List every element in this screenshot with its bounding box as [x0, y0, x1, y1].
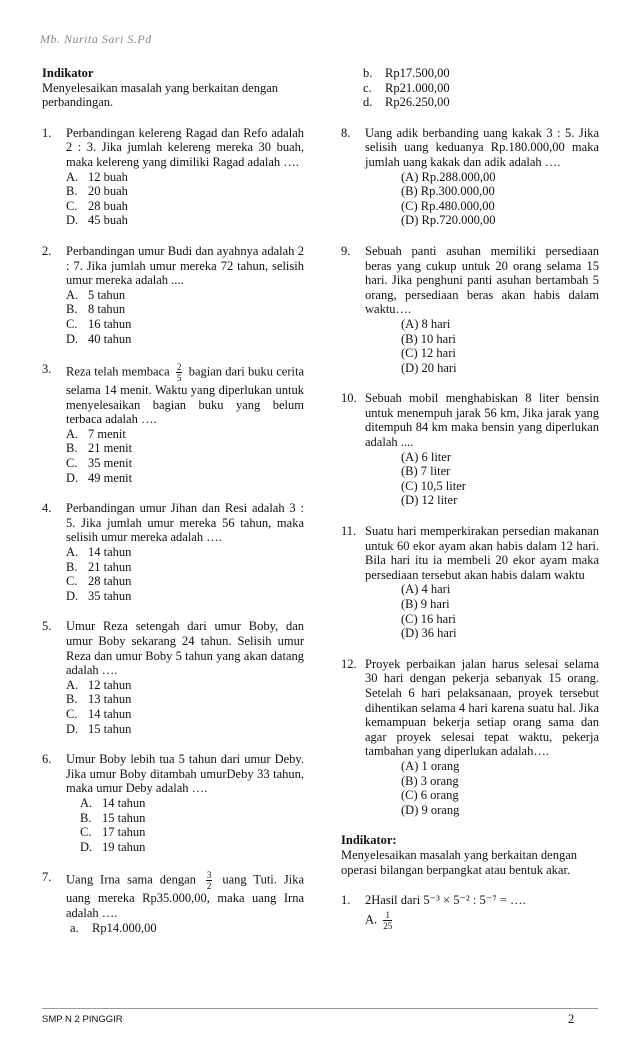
option: b. Rp17.500,00 [363, 66, 450, 80]
question-4 [42, 501, 304, 603]
question-number: 12. [341, 656, 357, 671]
question-11 [341, 524, 599, 641]
option-list [70, 921, 304, 936]
footer-divider [42, 1008, 598, 1009]
question-text: Perbandingan umur Budi dan ayahnya adalah 2 : 7. Jika jumlah umur mereka 72 tahun, selisih umur mereka adalah .... [66, 243, 304, 288]
option-list [365, 450, 599, 508]
page-number: 2 [568, 1012, 575, 1026]
question-text: Sebuah mobil menghabiskan 8 liter bensin untuk menempuh jarak 56 km, Jika jarak yang ditempuh 84 km maka bensin yang diperlukan adalah .... [365, 391, 599, 450]
option-list [66, 170, 304, 228]
header-signature: Mb. Nurita Sari S.Pd [40, 32, 152, 46]
option: (B) Rp.300.000,00 [401, 184, 495, 199]
left-column [42, 66, 304, 935]
question-text: Reza telah membaca $\frac{2}{5}$ bagian dari buku cerita selama 14 menit. Waktu yang diperlukan untuk menyelesaikan bagian buku yang belum terbaca adalah …. [66, 362, 305, 427]
option: (C) 12 hari [401, 346, 456, 361]
question-2 [42, 244, 304, 346]
option: (A) 8 hari [401, 316, 451, 331]
question-number: 6. [42, 752, 52, 767]
option: (C) 6 orang [401, 788, 459, 803]
footer-school: SMP N 2 PINGGIR [42, 1014, 123, 1025]
question-1 [42, 126, 304, 228]
question-text: 2Hasil dari 5⁻³ × 5⁻² : 5⁻⁷ = …. [365, 893, 526, 908]
option: (D) 9 orang [401, 802, 460, 817]
option: C. 17 tahun [80, 825, 146, 840]
right-column [341, 66, 599, 931]
question-7-continued [363, 66, 599, 110]
question-8 [341, 126, 599, 228]
indicator-title-2: Indikator: [341, 833, 397, 848]
option: C. 28 tahun [66, 574, 132, 589]
option: C. 14 tahun [66, 706, 132, 721]
option: (B) 7 liter [401, 464, 451, 479]
question-number: 11. [341, 524, 357, 539]
question-10 [341, 391, 599, 508]
question-7 [42, 870, 304, 935]
option: C. 35 menit [66, 456, 133, 471]
question-12 [341, 657, 599, 818]
option: (A) Rp.288.000,00 [401, 169, 496, 184]
option: C. 16 tahun [66, 316, 132, 331]
indicator-text: Menyelesaikan masalah yang berkaitan dengan perbandingan. [42, 80, 279, 110]
indicator-text-2: Menyelesaikan masalah yang berkaitan dengan operasi bilangan berpangkat atau bentuk akar. [341, 847, 578, 877]
option-list [365, 759, 599, 817]
question-text: Umur Boby lebih tua 5 tahun dari umur Deby. Jika umur Boby ditambah umurDeby 33 tahun, maka umur Deby adalah …. [66, 752, 304, 796]
option: (B) 10 hari [401, 331, 456, 346]
option: D. 45 buah [66, 213, 128, 228]
option: B. 8 tahun [66, 302, 126, 317]
fraction: $\frac{1}{25}$ [383, 909, 393, 931]
option: A. 7 menit [66, 426, 126, 441]
question-text: Uang adik berbanding uang kakak 3 : 5. Jika selisih uang keduanya Rp.180.000,00 maka jumlah uang kakak dan adik adalah …. [365, 125, 599, 169]
option: c. Rp21.000,00 [363, 80, 450, 95]
option: A. 14 tahun [66, 545, 132, 560]
question-number: 1. [42, 125, 52, 140]
option-list [66, 427, 304, 485]
fraction: $\frac{2}{5}$ [176, 362, 182, 384]
question-3 [42, 362, 304, 485]
option: (B) 3 orang [401, 773, 459, 788]
question-9 [341, 244, 599, 375]
question-number: 7. [42, 870, 52, 885]
option: D. 49 menit [66, 470, 133, 485]
question-text: Perbandingan umur Jihan dan Resi adalah 3 : 5. Jika jumlah umur mereka 56 tahun, maka selisih umur mereka adalah …. [66, 501, 304, 545]
question-text: Proyek perbaikan jalan harus selesai selama 30 hari dengan pekerja sebanyak 15 orang. Setelah 6 hari pelaksanaan, proyek tersebut dihentikan selama 4 hari karena suatu hal. Jika kemampuan bekerja setiap orang sama dan agar proyek selesai tepat waktu, pekerja tambahan yang diperlukan adalah…. [365, 656, 599, 759]
option: (A) 1 orang [401, 758, 460, 773]
option: D. 35 tahun [66, 588, 132, 603]
option: d. Rp26.250,00 [363, 95, 450, 110]
indicator-title: Indikator [42, 66, 94, 80]
option: a. Rp14.000,00 [70, 920, 157, 935]
question-text: Umur Reza setengah dari umur Boby, dan umur Boby sekarang 24 tahun. Selisih umur Reza dan umur Boby 5 tahun yang akan datang adalah …. [66, 619, 304, 678]
question-number: 8. [341, 125, 351, 140]
option: B. 20 buah [66, 184, 128, 199]
option: (D) 12 liter [401, 493, 458, 508]
question-text: Uang Irna sama dengan $\frac{3}{2}$ uang Tuti. Jika uang mereka Rp35.000,00, maka uang Irna adalah …. [66, 870, 304, 920]
option-list [66, 678, 304, 736]
option-list [66, 288, 304, 346]
option: A. 12 tahun [66, 677, 132, 692]
option: B. 13 tahun [66, 692, 132, 707]
question-5 [42, 619, 304, 736]
option: (D) 36 hari [401, 626, 457, 641]
option: (C) 10,5 liter [401, 478, 466, 493]
question-number: 3. [42, 362, 52, 377]
option: (D) Rp.720.000,00 [401, 213, 496, 228]
option: A. 5 tahun [66, 287, 126, 302]
question-pangkat-1 [341, 893, 599, 931]
option: A. 12 buah [66, 169, 128, 184]
option: (A) 6 liter [401, 449, 451, 464]
option: C. 28 buah [66, 198, 128, 213]
option-list [80, 796, 304, 854]
question-6 [42, 752, 304, 854]
option-list [66, 545, 304, 603]
option: (C) Rp.480.000,00 [401, 198, 495, 213]
option: D. 19 tahun [80, 839, 146, 854]
question-number: 4. [42, 501, 52, 516]
option: (A) 4 hari [401, 582, 451, 597]
question-number: 9. [341, 243, 351, 258]
option: B. 21 tahun [66, 559, 132, 574]
question-text: Perbandingan kelereng Ragad dan Refo adalah 2 : 3. Jika jumlah kelereng mereka 30 buah, maka kelereng yang dimiliki Ragad adalah …. [66, 125, 304, 169]
question-text: Sebuah panti asuhan memiliki persediaan beras yang cukup untuk 20 orang selama 15 hari. Jika penghuni panti asuhan bertambah 5 orang, persediaan beras akan habis dalam waktu…. [365, 243, 599, 317]
fraction: $\frac{3}{2}$ [206, 870, 212, 892]
option: A. $\frac{1}{25}$ [365, 909, 393, 931]
question-number: 1. [341, 893, 351, 908]
option: B. 21 menit [66, 441, 133, 456]
option-list [365, 170, 599, 228]
option: B. 15 tahun [80, 810, 146, 825]
question-number: 10. [341, 391, 357, 406]
option-list [365, 317, 599, 375]
question-text: Suatu hari memperkirakan persedian makanan untuk 60 ekor ayam akan habis dalam 12 hari. Bila hari itu ia membeli 20 ekor ayam maka persediaan tersebut akan habis dalam waktu [365, 524, 599, 582]
question-number: 2. [42, 243, 52, 258]
question-number: 5. [42, 619, 52, 634]
option: (D) 20 hari [401, 360, 457, 375]
option: D. 15 tahun [66, 721, 132, 736]
option: (C) 16 hari [401, 611, 456, 626]
option: D. 40 tahun [66, 331, 132, 346]
option: (B) 9 hari [401, 597, 450, 611]
option: A. 14 tahun [80, 795, 146, 810]
option-list [365, 582, 599, 640]
